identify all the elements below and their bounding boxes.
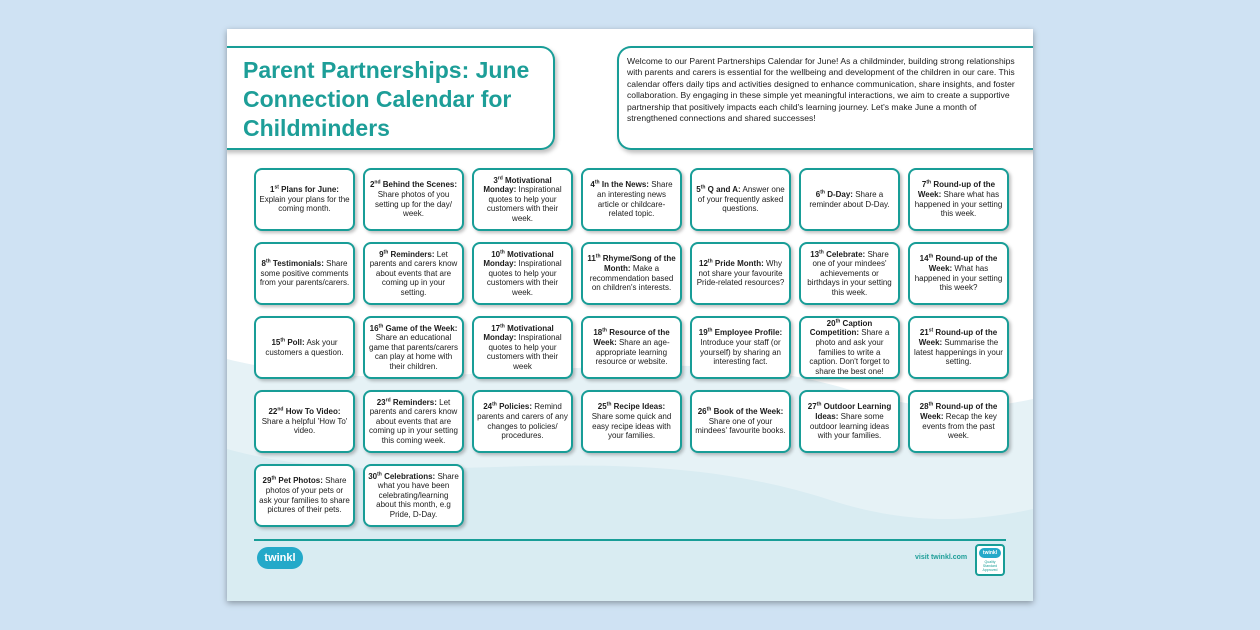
- quality-badge: [975, 544, 1005, 576]
- day-title: Testimonials:: [272, 259, 324, 269]
- day-body: Inspirational quotes to help your customers with their week: [486, 333, 562, 371]
- day-text: [695, 185, 786, 214]
- day-cell: [690, 242, 791, 305]
- day-suffix: th: [492, 401, 497, 408]
- day-heading: [598, 402, 665, 411]
- day-cell: [908, 242, 1009, 305]
- day-suffix: th: [594, 179, 600, 186]
- twinkl-logo: twinkl: [257, 547, 303, 569]
- day-title: Employee Profile:: [714, 328, 783, 338]
- day-title: Motivational Monday:: [483, 175, 552, 195]
- day-body: Share photos of you setting up for the day/ week.: [375, 189, 452, 219]
- day-number: 20: [826, 318, 836, 328]
- day-cell: [254, 464, 355, 527]
- day-cell: [363, 464, 464, 527]
- title-box: [227, 46, 555, 150]
- day-suffix: th: [595, 253, 601, 260]
- day-number: 2: [369, 180, 375, 190]
- day-text: [259, 338, 350, 357]
- day-body: Introduce your staff (or yourself) by sharing an interesting fact.: [700, 337, 781, 367]
- day-cell: [690, 168, 791, 231]
- day-number: 10: [491, 249, 501, 259]
- day-suffix: th: [378, 322, 384, 329]
- day-title: How To Video:: [285, 407, 341, 417]
- day-text: [695, 328, 786, 366]
- day-body: Answer one of your frequently asked questions.: [697, 185, 785, 214]
- day-number: 19: [698, 328, 708, 338]
- day-number: 12: [699, 259, 708, 269]
- day-number: 30: [368, 471, 378, 481]
- day-text: [259, 476, 350, 514]
- day-title: Recipe Ideas:: [613, 402, 666, 412]
- day-text: [913, 328, 1004, 366]
- day-body: Share some outdoor learning ideas with your families.: [809, 411, 890, 441]
- page-title: Parent Partnerships: June Connection Calendar for Childminders: [243, 57, 530, 141]
- day-body: Let parents and carers know about events that are coming up in your setting this coming week.: [369, 397, 458, 445]
- day-cell: [254, 390, 355, 453]
- day-suffix: th: [271, 475, 277, 482]
- day-body: Inspirational quotes to help your customers with their week.: [486, 185, 562, 223]
- day-body: Share a helpful 'How To' video.: [261, 416, 348, 436]
- day-text: [477, 250, 568, 298]
- day-heading: [271, 338, 304, 347]
- intro-box: [617, 46, 1033, 150]
- day-title: Poll:: [287, 337, 305, 347]
- day-number: 16: [369, 323, 379, 333]
- day-suffix: th: [606, 401, 612, 408]
- day-title: Behind the Scenes:: [382, 180, 458, 190]
- day-cell: [581, 390, 682, 453]
- day-suffix: th: [280, 337, 286, 344]
- day-suffix: th: [835, 318, 841, 325]
- day-heading: [368, 472, 435, 481]
- day-suffix: th: [928, 401, 934, 408]
- day-title: Round-up of the Week:: [917, 180, 996, 199]
- day-body: Share photos of your pets or ask your families to share pictures of their pets.: [259, 476, 350, 515]
- day-suffix: nd: [374, 179, 381, 186]
- day-text: [259, 185, 350, 214]
- day-heading: [377, 398, 437, 407]
- day-cell: [472, 168, 573, 231]
- day-suffix: th: [707, 327, 713, 334]
- day-heading: [699, 259, 764, 268]
- day-title: Motivational Monday:: [483, 249, 554, 269]
- day-body: Share a photo and ask your families to write a caption. Don't forget to share the best one!: [809, 328, 890, 376]
- day-title: Game of the Week:: [385, 323, 458, 333]
- day-title: Caption Competition:: [809, 318, 873, 338]
- day-body: Share what you have been celebrating/learning about this month, e.g Pride, D-Day.: [376, 471, 459, 519]
- day-body: Share some quick and easy recipe ideas with your families.: [591, 411, 672, 441]
- footer-divider: [254, 539, 1006, 541]
- day-suffix: th: [707, 258, 713, 265]
- day-text: [477, 402, 568, 440]
- day-title: Resource of the Week:: [593, 328, 670, 347]
- day-cell: [254, 242, 355, 305]
- day-number: 22: [268, 407, 278, 417]
- day-body: Inspirational quotes to help your customers with their week.: [486, 259, 562, 297]
- day-suffix: nd: [277, 406, 284, 413]
- day-title: Pride Month:: [714, 259, 764, 269]
- day-heading: [262, 259, 324, 268]
- day-suffix: rd: [497, 174, 503, 181]
- day-text: [368, 250, 459, 298]
- day-heading: [810, 250, 865, 259]
- day-text: [586, 402, 677, 440]
- day-title: Celebrate:: [826, 249, 866, 259]
- day-title: Reminders:: [392, 397, 437, 407]
- day-number: 11: [587, 254, 596, 264]
- day-cell: [254, 168, 355, 231]
- day-number: 21: [919, 328, 929, 338]
- day-heading: [270, 185, 339, 194]
- day-cell: [908, 390, 1009, 453]
- day-cell: [799, 390, 900, 453]
- day-body: Why not share your favourite Pride-related resources?: [696, 259, 785, 288]
- day-number: 23: [376, 397, 386, 407]
- day-body: Share some positive comments from your parents/carers.: [259, 259, 350, 288]
- day-suffix: th: [602, 327, 607, 334]
- day-body: Share what has happened in your setting this week.: [914, 189, 1003, 219]
- calendar-sheet: [227, 29, 1033, 601]
- day-heading: [370, 180, 457, 189]
- day-number: 29: [262, 476, 272, 486]
- day-number: 27: [807, 402, 817, 412]
- day-heading: [268, 407, 340, 416]
- day-suffix: th: [500, 248, 505, 255]
- day-cell: [799, 316, 900, 379]
- day-body: Remind parents and carers of any changes to policies/ procedures.: [477, 402, 568, 441]
- day-cell: [908, 168, 1009, 231]
- day-cell: [581, 242, 682, 305]
- day-text: [259, 407, 350, 436]
- day-cell: [799, 242, 900, 305]
- day-text: [913, 254, 1004, 292]
- day-title: Pet Photos:: [278, 476, 323, 486]
- day-text: [368, 180, 459, 218]
- visit-link[interactable]: visit twinkl.com: [915, 554, 968, 561]
- day-text: [368, 472, 459, 520]
- day-heading: [483, 402, 532, 411]
- day-number: 25: [597, 402, 607, 412]
- day-body: Share a reminder about D-Day.: [809, 189, 890, 209]
- day-heading: [590, 180, 649, 189]
- day-text: [477, 176, 568, 224]
- day-number: 28: [919, 402, 929, 412]
- day-suffix: th: [265, 258, 271, 265]
- day-body: Explain your plans for the coming month.: [259, 194, 350, 214]
- day-title: Reminders:: [390, 249, 435, 259]
- day-text: [804, 190, 895, 209]
- badge-text: Quality Standard Approved: [982, 560, 998, 572]
- day-number: 13: [810, 249, 820, 259]
- day-cell: [363, 242, 464, 305]
- day-text: [695, 407, 786, 436]
- day-number: 18: [593, 328, 603, 338]
- day-number: 24: [483, 402, 493, 412]
- day-heading: [699, 328, 782, 337]
- day-body: Make a recommendation based on children's interests.: [589, 263, 674, 293]
- day-suffix: rd: [385, 396, 391, 403]
- day-title: Round-up of the Week:: [928, 254, 998, 273]
- day-body: What has happened in your setting this week?: [914, 263, 1003, 293]
- day-suffix: th: [700, 184, 706, 191]
- day-suffix: th: [816, 401, 822, 408]
- day-heading: [698, 407, 784, 416]
- day-number: 1: [270, 185, 275, 195]
- day-title: Round-up of the Week:: [918, 328, 998, 347]
- day-title: Policies:: [499, 402, 532, 412]
- day-heading: [587, 254, 675, 273]
- day-number: 3: [493, 175, 498, 185]
- day-cell: [581, 168, 682, 231]
- intro-text: Welcome to our Parent Partnerships Calendar for June! As a childminder, building strong relationships with parents and carers is essential for the wellbeing and development of the children in our care. This calendar offers daily tips and activities designed to enhance communication, share insights, and foster collaboration. By engaging in these simple yet meaningful interactions, we aim to create a supportive partnership that positively impacts each child's learning journey. Let's make June a month of strengthened connections and shared successes!: [627, 56, 1015, 124]
- day-suffix: th: [706, 406, 712, 413]
- day-number: 5: [696, 185, 701, 195]
- day-cell: [581, 316, 682, 379]
- day-cell: [690, 316, 791, 379]
- day-body: Share an interesting news article or childcare-related topic.: [597, 180, 673, 219]
- day-text: [804, 250, 895, 298]
- day-body: Share an age-appropriate learning resource or website.: [595, 337, 670, 367]
- day-text: [586, 328, 677, 366]
- day-body: Let parents and carers know about events that are coming up in your setting.: [369, 249, 458, 297]
- day-text: [259, 259, 350, 288]
- day-text: [586, 254, 677, 292]
- day-text: [368, 324, 459, 372]
- day-number: 4: [590, 180, 595, 190]
- day-title: Q and A:: [707, 185, 741, 195]
- day-cell: [363, 316, 464, 379]
- day-cell: [908, 316, 1009, 379]
- day-suffix: th: [819, 248, 824, 255]
- day-number: 7: [921, 180, 927, 190]
- day-title: Motivational Monday:: [483, 323, 554, 343]
- day-suffix: th: [500, 322, 505, 329]
- day-cell: [254, 316, 355, 379]
- day-suffix: st: [274, 184, 279, 191]
- day-number: 9: [379, 249, 384, 259]
- day-suffix: st: [928, 327, 934, 334]
- day-text: [804, 319, 895, 377]
- day-text: [477, 324, 568, 372]
- day-number: 26: [697, 407, 707, 417]
- day-heading: [379, 250, 434, 259]
- day-suffix: th: [820, 189, 825, 196]
- day-cell: [363, 168, 464, 231]
- day-cell: [472, 316, 573, 379]
- day-number: 14: [919, 254, 929, 264]
- day-heading: [370, 324, 458, 333]
- calendar-grid: [254, 168, 1009, 527]
- day-text: [913, 402, 1004, 440]
- day-cell: [472, 242, 573, 305]
- day-body: Share one of your mindees' achievements or birthdays in your setting this week.: [807, 249, 892, 297]
- day-text: [913, 180, 1004, 218]
- day-text: [804, 402, 895, 440]
- day-body: Summarise the latest happenings in your setting.: [914, 337, 1003, 367]
- day-cell: [690, 390, 791, 453]
- day-title: Round-up of the Week:: [920, 402, 998, 421]
- badge-logo-icon: twinkl: [979, 548, 1001, 558]
- day-body: Ask your customers a question.: [265, 337, 344, 357]
- day-cell: [363, 390, 464, 453]
- day-text: [368, 398, 459, 446]
- day-text: [586, 180, 677, 218]
- day-heading: [816, 190, 853, 199]
- day-title: Outdoor Learning Ideas:: [815, 402, 892, 421]
- day-cell: [799, 168, 900, 231]
- day-body: Share an educational game that parents/carers can play at home with their children.: [369, 333, 458, 371]
- day-text: [695, 259, 786, 288]
- day-cell: [472, 390, 573, 453]
- day-suffix: th: [377, 470, 382, 477]
- day-title: Plans for June:: [281, 185, 339, 195]
- day-heading: [696, 185, 740, 194]
- day-title: In the News:: [601, 180, 649, 190]
- day-title: Rhyme/Song of the Month:: [602, 254, 676, 273]
- day-body: Recap the key events from the past week.: [922, 411, 997, 441]
- day-suffix: th: [926, 179, 932, 186]
- day-heading: [263, 476, 323, 485]
- day-number: 15: [271, 337, 281, 347]
- day-number: 8: [261, 259, 266, 269]
- day-suffix: th: [928, 253, 934, 260]
- day-suffix: th: [383, 248, 389, 255]
- day-number: 6: [815, 189, 821, 199]
- day-number: 17: [491, 323, 501, 333]
- day-body: Share one of your mindees' favourite books.: [695, 416, 786, 436]
- day-title: Celebrations:: [384, 471, 436, 481]
- day-title: Book of the Week:: [713, 407, 784, 417]
- day-title: D-Day:: [827, 189, 853, 199]
